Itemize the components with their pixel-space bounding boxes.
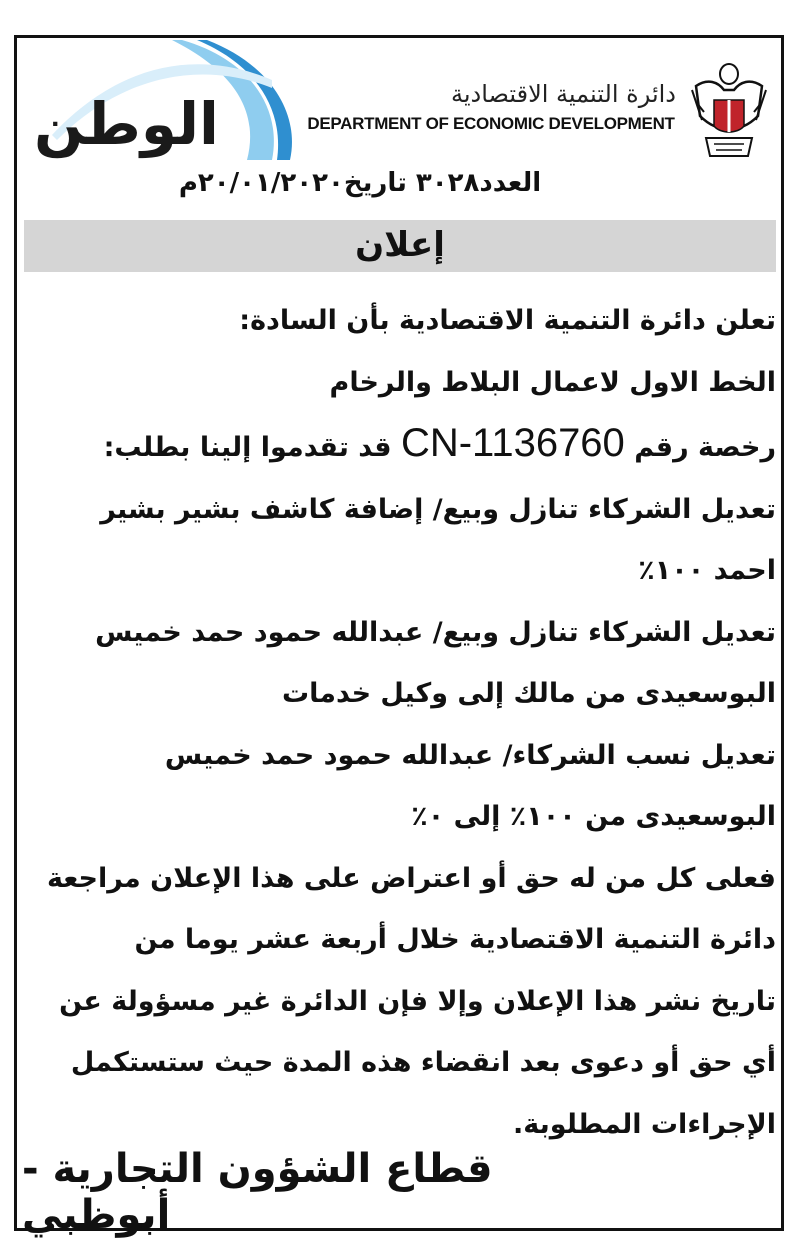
- body-line: البوسعيدى من ١٠٠٪ إلى ٠٪: [411, 801, 776, 832]
- body-line: تاريخ نشر هذا الإعلان وإلا فإن الدائرة غير مسؤولة عن: [59, 985, 776, 1017]
- body-line: أي حق أو دعوى بعد انقضاء هذه المدة حيث ستستكمل: [70, 1047, 776, 1078]
- body-line: احمد ١٠٠٪: [638, 555, 776, 586]
- issue-line: العدد٣٠٢٨ تاريخ٢٠/٠١/٢٠٢٠م: [178, 168, 542, 198]
- license-line: [26, 413, 776, 479]
- body-line: الإجراءات المطلوبة.: [513, 1108, 776, 1140]
- body-line: دائرة التنمية الاقتصادية خلال أربعة عشر يوما من: [134, 924, 776, 955]
- department-name-en: DEPARTMENT OF ECONOMIC DEVELOPMENT: [307, 114, 675, 133]
- body-line: تعديل الشركاء تنازل وبيع/ عبدالله حمود حمد خميس: [95, 616, 776, 648]
- department-name-ar: دائرة التنمية الاقتصادية: [451, 80, 676, 108]
- body-line: فعلى كل من له حق أو اعتراض على هذا الإعلان مراجعة: [46, 862, 776, 894]
- newspaper-logo: [22, 40, 312, 160]
- body-line: الخط الاول لاعمال البلاط والرخام: [329, 366, 776, 398]
- newspaper-name: الوطن: [34, 90, 219, 158]
- body-line: تعديل نسب الشركاء/ عبدالله حمود حمد خميس: [164, 739, 776, 771]
- body-line: تعديل الشركاء تنازل وبيع/ إضافة كاشف بشير بشير: [100, 493, 776, 525]
- license-suffix: قد تقدموا إلينا بطلب:: [103, 432, 392, 463]
- license-prefix: رخصة رقم: [634, 432, 776, 463]
- license-number: CN-1136760: [400, 421, 625, 465]
- body-line: تعلن دائرة التنمية الاقتصادية بأن السادة:: [239, 305, 776, 336]
- footer-sector: قطاع الشؤون التجارية - أبوظبي: [22, 1146, 493, 1238]
- body-line: البوسعيدى من مالك إلى وكيل خدمات: [281, 678, 776, 709]
- notice-body: [26, 290, 776, 1155]
- abu-dhabi-falcon-emblem-icon: [688, 56, 770, 160]
- notice-title: إعلان: [355, 225, 445, 265]
